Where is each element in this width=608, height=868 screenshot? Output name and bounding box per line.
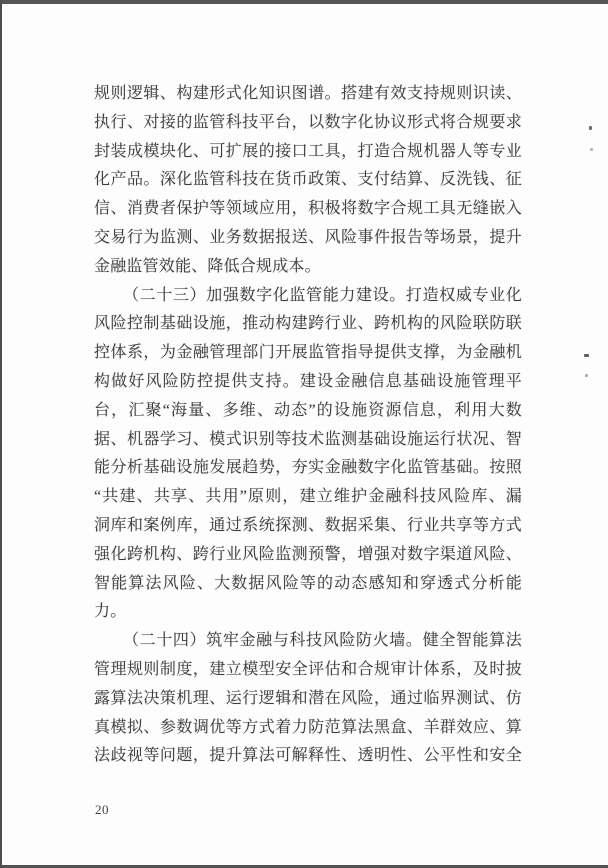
text-line: 信、消费者保护等领域应用，积极将数字合规工具无缝嵌入	[94, 200, 522, 218]
text-line: 封装成模块化、可扩展的接口工具，打造合规机器人等专业	[94, 142, 522, 160]
text-line: 风险控制基础设施，推动构建跨行业、跨机构的风险联防联	[94, 315, 522, 333]
text-line: 金融监管效能、降低合规成本。	[94, 257, 321, 275]
scan-top-edge	[0, 0, 608, 4]
text-line: 真模拟、参数调优等方式着力防范算法黑盒、羊群效应、算	[94, 718, 522, 736]
text-line: 构做好风险防控提供支持。建设金融信息基础设施管理平	[94, 372, 522, 390]
text-line: 规则逻辑、构建形式化知识图谱。搭建有效支持规则识读、	[94, 85, 522, 102]
text-line-section-23-heading: （二十三）加强数字化监管能力建设。打造权威专业化	[123, 286, 522, 304]
text-line: 力。	[94, 603, 127, 621]
text-line: 控体系，为金融管理部门开展监管指导提供支撑，为金融机	[94, 344, 522, 362]
text-line: “共建、共享、共用”原则，建立维护金融科技风险库、漏	[94, 488, 522, 506]
text-line: 台，汇聚“海量、多维、动态”的设施资源信息，利用大数	[94, 401, 522, 419]
text-line: 据、机器学习、模式识别等技术监测基础设施运行状况、智	[94, 430, 522, 448]
text-line: 交易行为监测、业务数据报送、风险事件报告等场景，提升	[94, 228, 522, 246]
text-line: 管理规则制度，建立模型安全评估和合规审计体系，及时披	[94, 660, 522, 678]
text-line: 强化跨机构、跨行业风险监测预警，增强对数字渠道风险、	[94, 545, 522, 563]
text-line: 能分析基础设施发展趋势，夯实金融数字化监管基础。按照	[94, 459, 522, 477]
text-line: 露算法决策机理、运行逻辑和潜在风险，通过临界测试、仿	[94, 689, 522, 707]
scan-left-edge	[0, 0, 2, 868]
text-line: 化产品。深化监管科技在货币政策、支付结算、反洗钱、征	[94, 171, 522, 189]
scan-speck	[584, 354, 589, 357]
scan-speck	[590, 148, 593, 151]
scan-speck	[589, 126, 592, 130]
text-block	[94, 80, 522, 771]
text-line-section-24-heading: （二十四）筑牢金融与科技风险防火墙。健全智能算法	[123, 632, 522, 650]
page-number: 20	[95, 802, 109, 817]
text-line: 执行、对接的监管科技平台，以数字化协议形式将合规要求	[94, 113, 522, 131]
scan-speck	[585, 374, 588, 377]
text-line: 法歧视等问题，提升算法可解释性、透明性、公平性和安全	[94, 747, 522, 765]
text-line: 智能算法风险、大数据风险等的动态感知和穿透式分析能	[94, 574, 522, 592]
text-line: 洞库和案例库，通过系统探测、数据采集、行业共享等方式	[94, 516, 522, 534]
